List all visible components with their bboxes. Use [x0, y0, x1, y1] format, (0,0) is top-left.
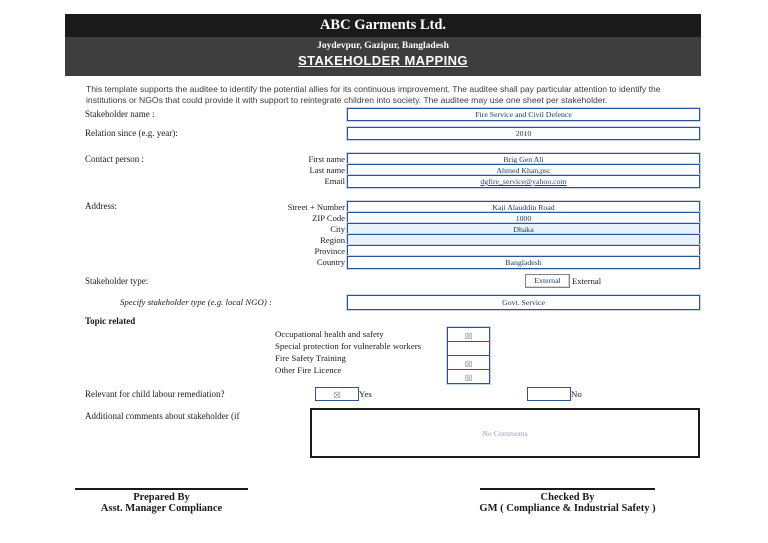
- topic-label-fire-safety-training: Fire Safety Training: [275, 353, 346, 363]
- country-label: Country: [316, 257, 345, 267]
- comments-label: Additional comments about stakeholder (if: [85, 411, 240, 421]
- prepared-by-name: Asst. Manager Compliance: [100, 503, 223, 514]
- topic-checkbox-vulnerable-workers[interactable]: [448, 342, 489, 356]
- checkbox-checked-icon: ☒: [464, 332, 473, 342]
- checkbox-checked-icon: ☒: [464, 360, 473, 370]
- stakeholder-type-dropdown[interactable]: External: [525, 274, 570, 288]
- zip-label: ZIP Code: [312, 213, 345, 223]
- topic-checkbox-other-fire-licence[interactable]: [448, 370, 489, 383]
- contact-person-label: Contact person :: [85, 154, 144, 164]
- last-name-label: Last name: [309, 165, 345, 175]
- form-title: STAKEHOLDER MAPPING: [298, 53, 468, 68]
- comments-input[interactable]: [310, 408, 700, 458]
- specify-type-label: Specify stakeholder type (e.g. local NGO) :: [120, 297, 272, 307]
- relation-since-input[interactable]: 2010: [347, 127, 700, 140]
- topic-checkbox-column: [447, 327, 490, 384]
- no-checkbox[interactable]: [527, 387, 571, 401]
- first-name-input[interactable]: Brig Gen Ali: [347, 153, 700, 166]
- zip-input[interactable]: 1000: [347, 212, 700, 225]
- stakeholder-name-label: Stakeholder name :: [85, 109, 155, 119]
- prepared-by-title: Prepared By: [133, 492, 190, 503]
- street-label: Street + Number: [287, 202, 345, 212]
- email-label: Email: [324, 176, 345, 186]
- yes-label: Yes: [359, 389, 372, 399]
- form-header: [65, 14, 701, 76]
- comments-value: No Comments: [482, 428, 528, 438]
- checked-by-name: GM ( Compliance & Industrial Safety ): [479, 503, 656, 514]
- address-label: Address:: [85, 201, 117, 211]
- specify-type-input[interactable]: Govt. Service: [347, 295, 700, 310]
- company-name: ABC Garments Ltd.: [65, 14, 701, 37]
- child-labour-label: Relevant for child labour remediation?: [85, 389, 225, 399]
- header-subband: [65, 37, 701, 76]
- checkbox-checked-icon: ☒: [333, 391, 341, 401]
- checkbox-checked-icon: ☒: [464, 374, 473, 384]
- first-name-label: First name: [308, 154, 345, 164]
- country-input[interactable]: Bangladesh: [347, 256, 700, 269]
- checked-by-block: [480, 488, 655, 514]
- city-input[interactable]: Dhaka: [347, 223, 700, 236]
- topic-related-label: Topic related: [85, 316, 136, 326]
- no-label: No: [571, 389, 582, 399]
- city-label: City: [330, 224, 345, 234]
- relation-since-label: Relation since (e.g. year):: [85, 128, 178, 138]
- topic-checkbox-ohs[interactable]: [448, 328, 489, 342]
- prepared-by-block: [75, 488, 248, 514]
- checked-by-title: Checked By: [540, 492, 595, 503]
- province-label: Province: [314, 246, 345, 256]
- region-label: Region: [320, 235, 345, 245]
- yes-checkbox[interactable]: [315, 387, 359, 401]
- topic-label-ohs: Occupational health and safety: [275, 329, 384, 339]
- topic-label-other-fire-licence: Other Fire Licence: [275, 365, 342, 375]
- email-link[interactable]: dgfire_service@yahoo.com: [347, 175, 700, 188]
- stakeholder-type-value: External: [572, 276, 602, 286]
- street-input[interactable]: Kaji Alauddin Road: [347, 201, 700, 214]
- company-location: Joydevpur, Gazipur, Bangladesh: [317, 41, 449, 51]
- form-description: This template supports the auditee to identify the potential allies for its continuous improvement. The auditee shall pay particular attention to identify the institutions or NGOs that could provide it with support to reintegrate children into society. The auditee may use one sheet per stakeholder.: [86, 84, 661, 105]
- stakeholder-type-label: Stakeholder type:: [85, 276, 149, 286]
- topic-checkbox-fire-safety-training[interactable]: [448, 356, 489, 370]
- last-name-input[interactable]: Ahmed Khan,psc: [347, 164, 700, 177]
- topic-label-vulnerable-workers: Special protection for vulnerable workers: [275, 341, 422, 351]
- stakeholder-name-input[interactable]: Fire Service and Civil Defence: [347, 108, 700, 121]
